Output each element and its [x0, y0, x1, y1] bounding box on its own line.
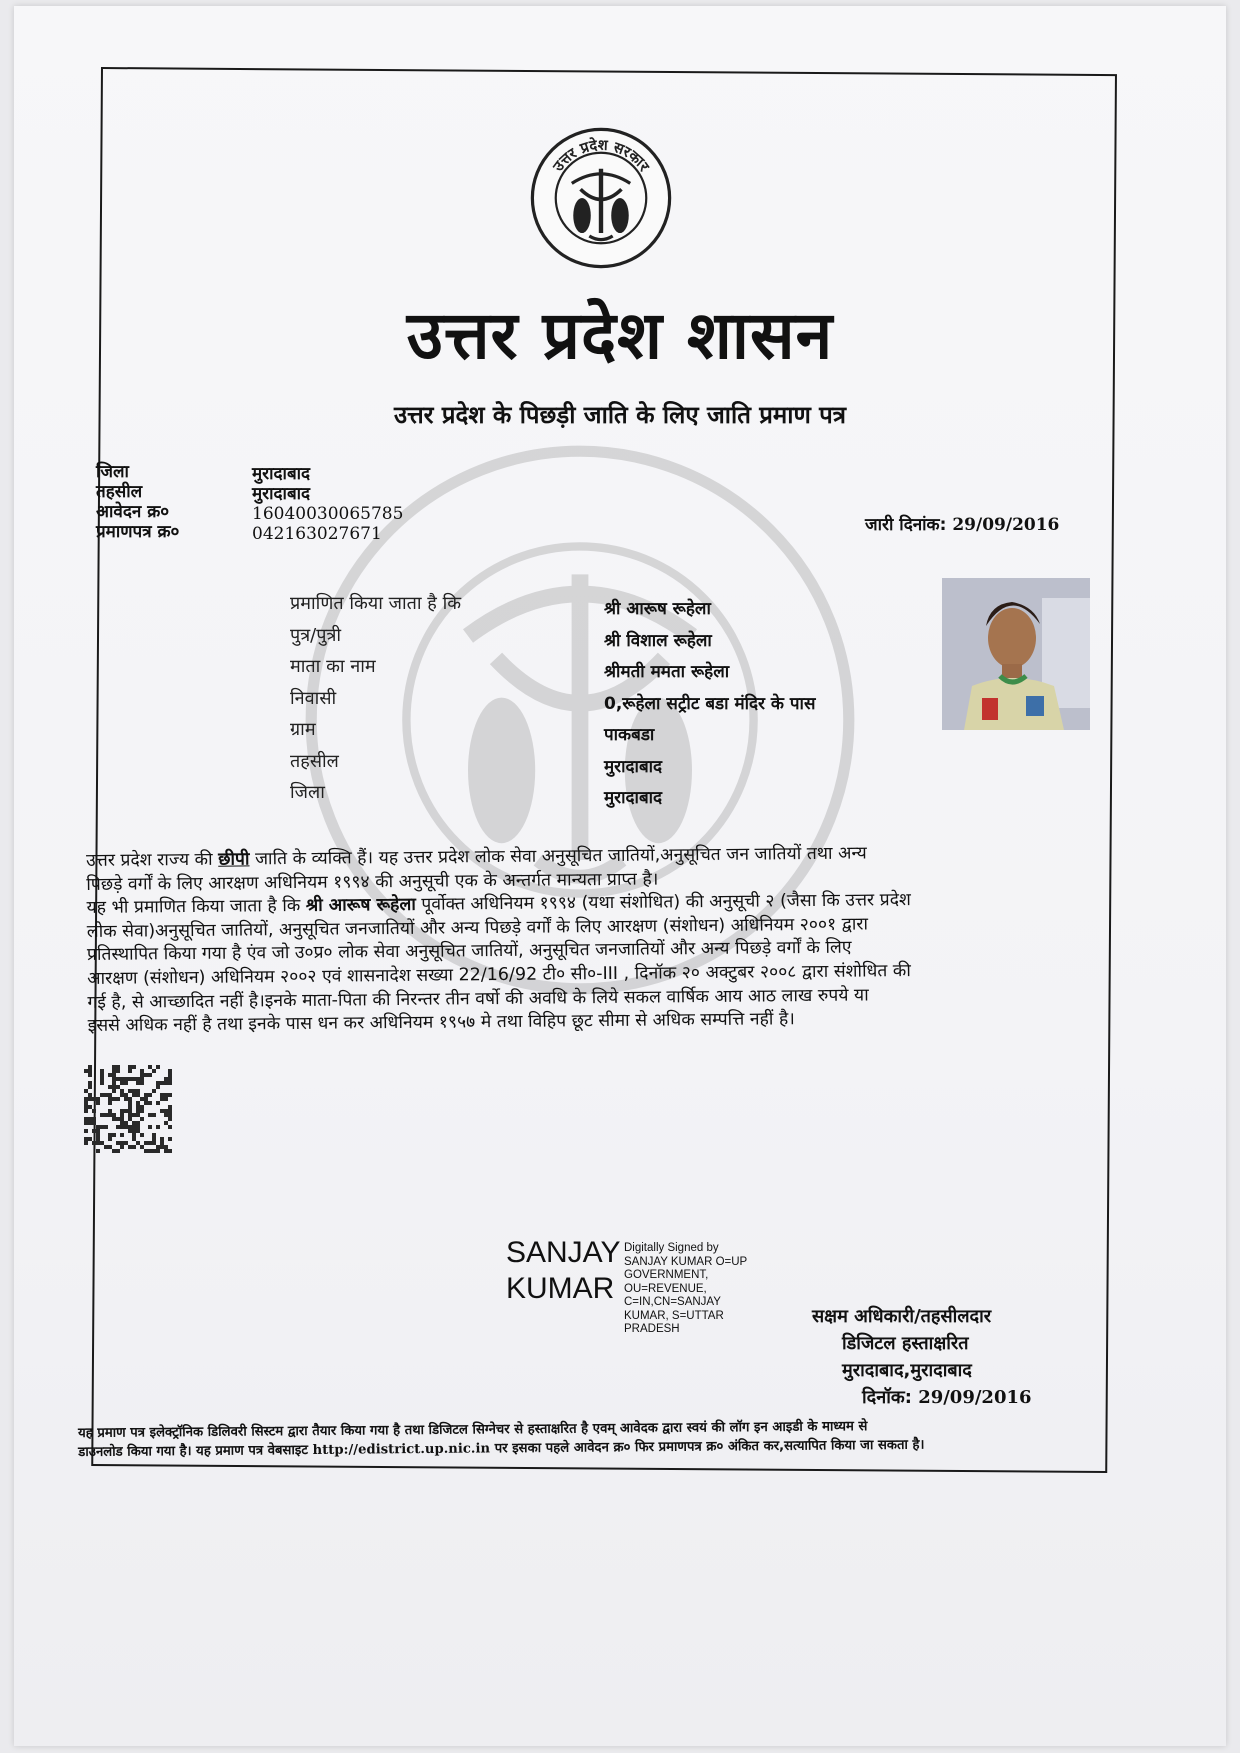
details-labels: [290, 588, 461, 809]
paragraph-text: उत्तर प्रदेश राज्य की: [86, 849, 219, 871]
village-label: ग्राम: [290, 719, 316, 740]
district-value: मुरादाबाद: [604, 788, 663, 808]
child-label: पुत्र/पुत्री: [290, 624, 342, 646]
tehsil-label: तहसील: [290, 750, 339, 772]
authority-location: मुरादाबाद,मुरादाबाद: [842, 1360, 972, 1381]
certificate-number-value: 04216302767​1: [252, 524, 382, 544]
issue-date-value: 29/09/2016: [952, 515, 1060, 535]
digital-signature-name: [506, 1235, 620, 1307]
paragraph-line: इससे अधिक नहीं है तथा इनके पास धन कर अधिनियम १९५७ मे तथा विहिप छूट सीमा से अधिक सम्पत्ति नहीं है।: [87, 1009, 795, 1037]
emblem-text: उत्तर प्रदेश सरकार: [549, 136, 653, 175]
mother-label: माता का नाम: [290, 656, 376, 677]
district-label: जिला: [96, 462, 129, 482]
mother-value: श्रीमती ममता रूहेला: [604, 662, 730, 682]
certify-value: श्री आरूष रूहेला: [604, 599, 711, 619]
signature-line: GOVERNMENT,: [624, 1269, 709, 1281]
authority-date: [812, 1384, 1032, 1411]
signing-authority: [812, 1303, 1032, 1411]
tehsil-label: तहसील: [96, 482, 143, 502]
paragraph-line: आरक्षण (संशोधन) अधिनियम २००२ एवं शासनादेश सख्या 22/16/92 टी० सी०-III , दिनॉक २० अक्टुबर २००८ द्वारा संशोधित की: [87, 961, 911, 989]
signature-line: KUMAR, S=UTTAR: [624, 1309, 724, 1322]
signer-last-name: KUMAR: [506, 1272, 615, 1305]
authority-date-value: 29/09/2016: [918, 1387, 1032, 1408]
district-value: मुरादाबाद: [252, 464, 311, 484]
issue-date: [865, 512, 1059, 535]
application-number-label: आवेदन क्र०: [96, 502, 170, 522]
digital-signature-details: [624, 1242, 747, 1337]
footer-text: पर इसका पहले आवेदन क्र० फिर प्रमाणपत्र क्र० अंकित कर,सत्यापित किया जा सकता है।: [490, 1437, 925, 1457]
paragraph-line: लोक सेवा)अनुसूचित जातियों, अनुसूचित जनजातियों और अन्य पिछड़े वर्गों के लिए आरक्षण (संशोधन) अधिनियम २००१ द्वारा: [86, 914, 869, 942]
verification-url[interactable]: http://edistrict.up.nic.in: [312, 1441, 491, 1458]
certify-label: प्रमाणित किया जाता है कि: [290, 593, 462, 614]
authority-date-label: दिनॉक:: [862, 1387, 912, 1408]
authority-digital: डिजिटल हस्ताक्षरित: [842, 1333, 969, 1354]
paragraph-text: यह भी प्रमाणित किया जाता है कि: [86, 896, 306, 919]
tehsil-value: मुरादाबाद: [604, 756, 663, 777]
district-label: जिला: [290, 782, 325, 803]
page-subtitle: उत्तर प्रदेश के पिछड़ी जाति के लिए जाति प्रमाण पत्र: [393, 401, 847, 429]
paragraph-line: प्रतिस्थापित किया गया है एंव जो उ०प्र० लोक सेवा अनुसूचित जातियों, अनुसूचित जनजातियों और अन्य पिछड़े वर्गों के लिए: [86, 938, 852, 966]
signer-first-name: SANJAY: [506, 1236, 621, 1269]
applicant-photo: [942, 578, 1090, 730]
caste-name: छीपी: [218, 849, 250, 870]
meta-labels: [96, 462, 179, 542]
meta-values: [252, 464, 403, 544]
resident-label: निवासी: [290, 687, 337, 709]
signature-line: C=IN,CN=SANJAY: [624, 1296, 721, 1308]
paragraph-line: गई है, से आच्छादित नहीं है।इनके माता-पिता की निरन्तर तीन वर्षो की अवधि के लिये सकल वार्षिक आय आठ लाख रुपये या: [87, 985, 869, 1013]
authority-title: सक्षम अधिकारी/तहसीलदार: [812, 1306, 992, 1327]
applicant-name: श्री आरूष रूहेला: [305, 895, 416, 917]
issue-date-label: जारी दिनांक:: [865, 515, 947, 535]
tehsil-value: मुरादाबाद: [252, 484, 311, 504]
resident-value: 0,रूहेला सट्रीट बडा मंदिर के पास: [604, 693, 816, 714]
paragraph-text: जाति के व्यक्ति हैं। यह उत्तर प्रदेश लोक सेवा अनुसूचित जातियों,अनुसूचित जन जातियों तथा अन्य: [249, 843, 867, 870]
details-values: [604, 594, 815, 815]
certification-paragraph: [86, 840, 1078, 1038]
paragraph-text: पूर्वोक्त अधिनियम १९९४ (यथा संशोधित) की अनुसूची २ (जैसा कि उत्तर प्रदेश: [415, 890, 911, 916]
certificate-number-label: प्रमाणपत्र क्र०: [96, 522, 180, 542]
up-government-emblem: [528, 125, 674, 271]
application-number-value: 16040030065785: [252, 504, 404, 524]
footer-text: डाउनलोड किया गया है। यह प्रमाण पत्र वेबसाइट: [78, 1442, 313, 1460]
father-value: श्री विशाल रूहेला: [604, 630, 712, 651]
signature-line: SANJAY KUMAR O=UP: [624, 1255, 748, 1268]
page-title: उत्तर प्रदेश शासन: [406, 297, 834, 374]
village-value: पाकबडा: [604, 725, 655, 745]
signature-line: OU=REVENUE,: [624, 1282, 707, 1295]
qr-code: [84, 1065, 172, 1153]
signature-line: Digitally Signed by: [624, 1242, 719, 1254]
footer-line: यह प्रमाण पत्र इलेक्ट्रॉनिक डिलिवरी सिस्टम द्वारा तैयार किया गया है तथा डिजिटल सिग्नेचर से हस्ताक्षरित है एवम् आवेदक द्वारा स्वयं की लॉग इन आइडी के माध्यम से: [78, 1419, 868, 1441]
paragraph-line: पिछड़े वर्गों के लिए आरक्षण अधिनियम १९९४ की अनुसूची एक के अन्तर्गत मान्यता प्राप्त है।: [86, 869, 659, 895]
signature-line: PRADESH: [624, 1323, 680, 1335]
